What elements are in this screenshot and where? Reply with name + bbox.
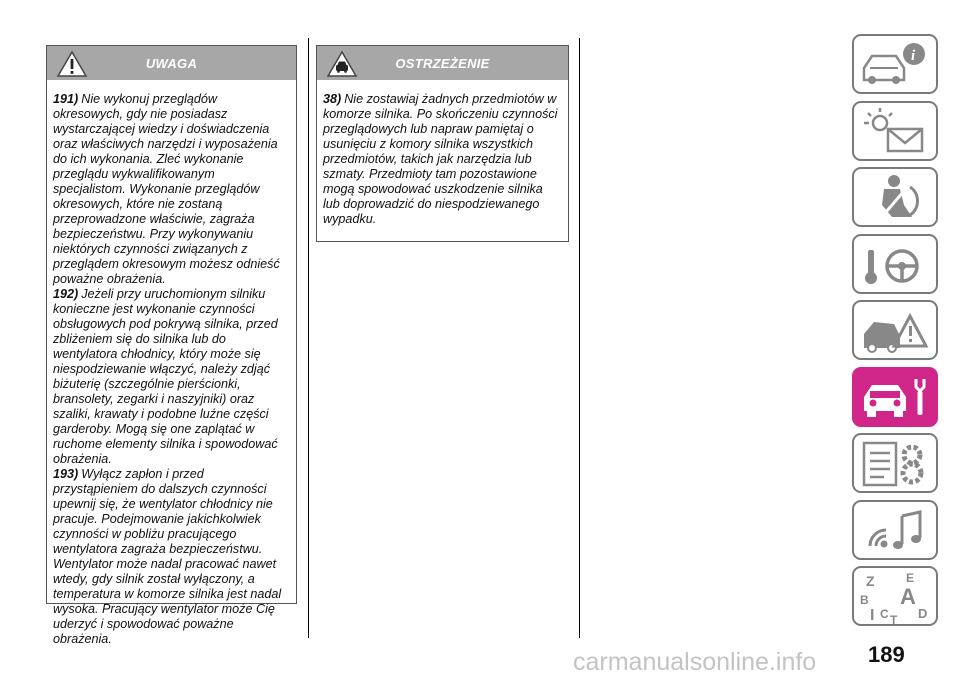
svg-text:D: D <box>918 606 928 621</box>
specs-gears-icon <box>854 435 938 493</box>
svg-text:I: I <box>870 607 875 624</box>
tab-servicing-maintenance[interactable] <box>852 367 938 427</box>
seat-safety-icon <box>854 169 938 227</box>
column-divider-right <box>579 38 580 638</box>
tab-technical-data[interactable] <box>852 433 938 493</box>
uwaga-title: UWAGA <box>145 56 198 71</box>
tab-car-info[interactable] <box>852 34 938 94</box>
car-accident-icon <box>854 302 938 360</box>
svg-text:B: B <box>860 593 869 607</box>
uwaga-header <box>47 46 296 80</box>
paragraph: 191) Nie wykonuj przeglądów okresowych, gdy nie posiadasz wystarczającej wiedzy i doświadczenia oraz właściwych narzędzi i wyposażenia do ich wykonania. Zleć wykonanie przeglądu wykwalifikowanym specjalistom. Wykonanie przeglądów okresowych, które nie zostaną przeprowadzone właściwie, zagraża bezpieczeństwu. Przy wykonywaniu niektórych czynności związanych z przeglądem okresowym możesz odnieść poważne obrażenia. <box>53 92 280 286</box>
tab-warning-lights[interactable] <box>852 101 938 161</box>
uwaga-box <box>46 45 297 646</box>
svg-text:C: C <box>880 607 889 621</box>
tab-safety[interactable] <box>852 167 938 227</box>
page-number: 189 <box>868 642 905 667</box>
column-divider-left <box>308 38 309 638</box>
svg-text:E: E <box>906 571 915 585</box>
chapter-tabs <box>852 34 938 633</box>
ostrzezenie-body <box>317 80 568 235</box>
svg-text:T: T <box>890 613 898 626</box>
svg-text:A: A <box>900 584 916 609</box>
alphabetical-index-icon <box>854 568 938 626</box>
paragraph: 192) Jeżeli przy uruchomionym silniku konieczne jest wykonanie czynności obsługowych pod pokrywą silnika, przed zbliżeniem się do silnika lub do wentylatora chłodnicy, który może się niespodziewanie włączyć, należy zdjąć biżuterię (szczególnie pierścionki, bransolety, zegarki i naszyjniki) oraz szaliki, krawaty i podobne luźne części garderoby. Mogą się one zaplątać w ruchome elementy silnika i spowodować obrażenia. <box>53 287 278 466</box>
paragraph: 38) Nie zostawiaj żadnych przedmiotów w komorze silnika. Po skończeniu czynności przeglądowych lub napraw pamiętaj o usunięciu z komory silnika wszystkich przedmiotów, takich jak narzędzia lub szmaty. Przedmioty tam pozostawione mogą spowodować uszkodzenie silnika lub doprowadzić do niespodziewanego wypadku. <box>323 92 558 226</box>
car-wrench-icon <box>854 369 938 427</box>
ostrzezenie-box <box>316 45 569 242</box>
svg-text:Z: Z <box>866 573 875 589</box>
radio-music-icon <box>854 502 938 560</box>
paragraph: 193) Wyłącz zapłon i przed przystąpieniem do dalszych czynności upewnij się, że wentylator chłodnicy nie pracuje. Podejmowanie jakichkolwiek czynności w pobliżu pracującego wentylatora zagraża bezpieczeństwu. Wentylator może nadal pracować nawet wtedy, gdy silnik został wyłączony, a temperatura w komorze silnika jest nadal wysoka. Pracujący wentylator może Cię uderzyć i spowodować poważne obrażenia. <box>53 467 282 646</box>
ostrzezenie-title: OSTRZEŻENIE <box>395 56 490 71</box>
watermark: carmanualsonline.info <box>573 648 817 676</box>
car-info-icon <box>854 36 938 94</box>
ostrzezenie-header <box>317 46 568 80</box>
warning-lights-mail-icon <box>854 103 938 161</box>
key-steering-wheel-icon <box>854 236 938 294</box>
svg-text:i: i <box>911 48 916 64</box>
tab-index[interactable] <box>852 566 938 626</box>
uwaga-body <box>47 80 296 655</box>
tab-multimedia[interactable] <box>852 500 938 560</box>
tab-emergency[interactable] <box>852 300 938 360</box>
tab-starting-driving[interactable] <box>852 234 938 294</box>
